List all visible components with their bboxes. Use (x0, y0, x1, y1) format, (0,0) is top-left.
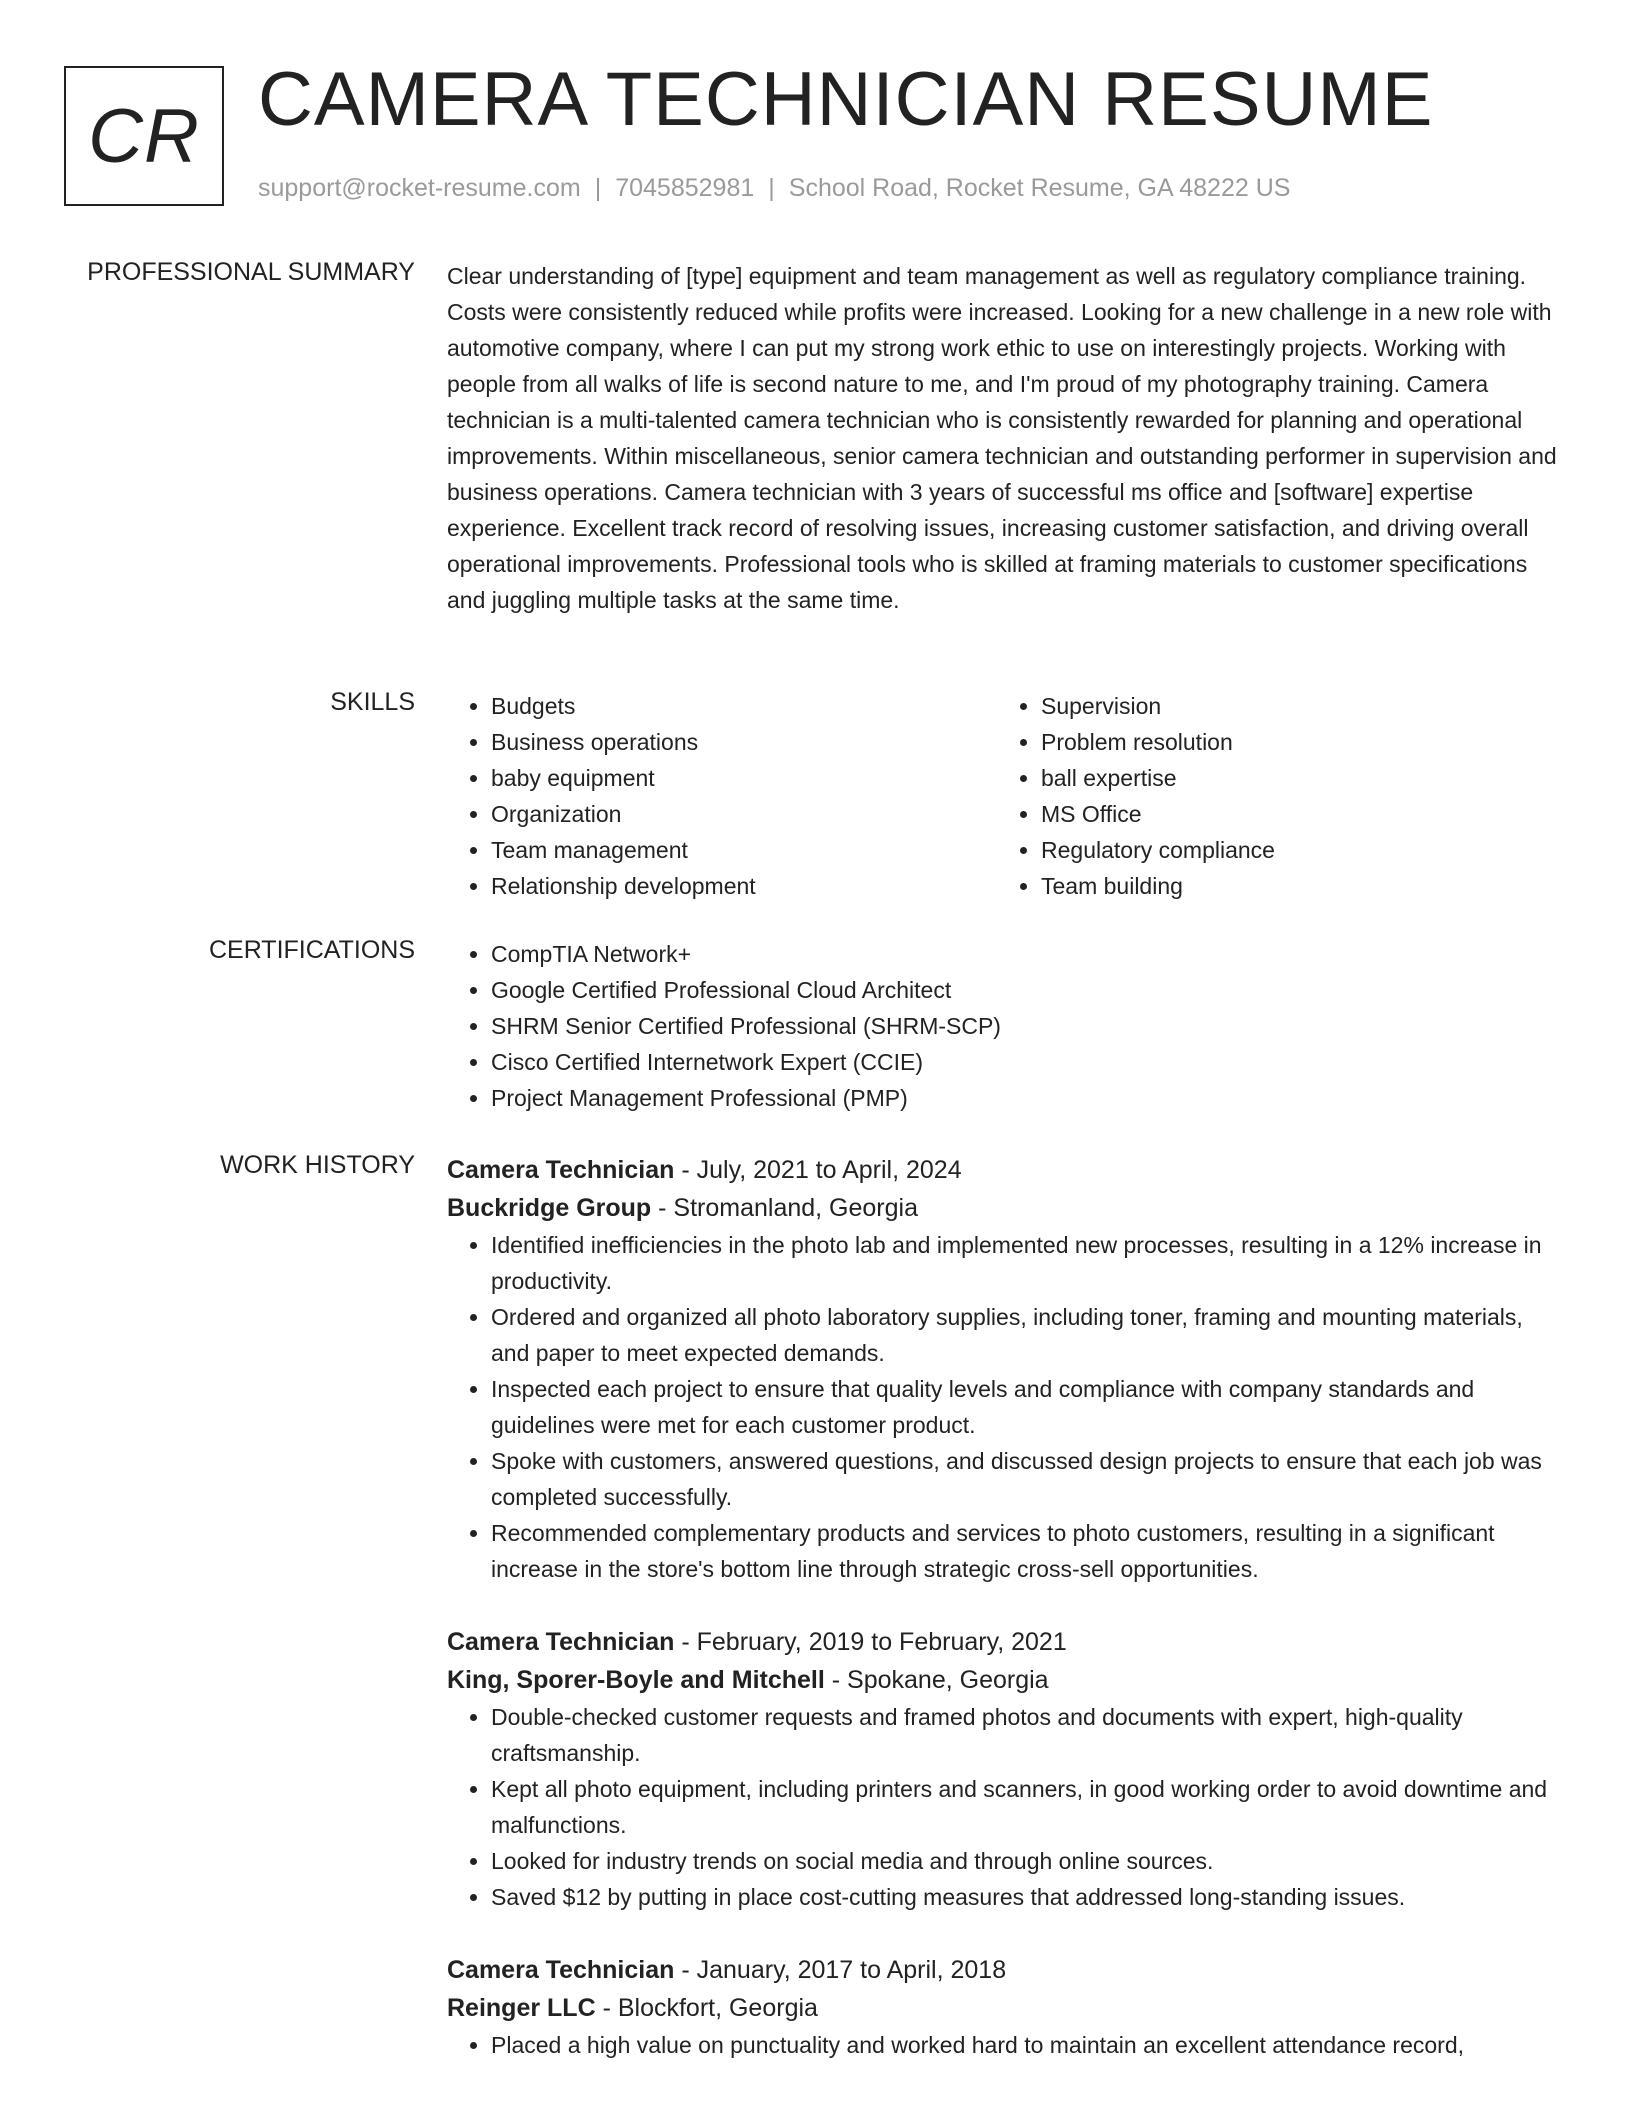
job-company: Buckridge Group (447, 1194, 652, 1222)
job-entry (447, 1951, 1567, 2063)
certification-item: • Project Management Professional (PMP) (491, 1080, 1567, 1116)
summary-heading: PROFESSIONAL SUMMARY (87, 258, 415, 286)
job-bullet: • Saved $12 by putting in place cost-cutting measures that addressed long-standing issues. (491, 1879, 1567, 1915)
certifications-body (447, 936, 1567, 1116)
skill-item: • Business operations (491, 724, 997, 760)
job-bullet: • Placed a high value on punctuality and worked hard to maintain an excellent attendance record, (491, 2027, 1567, 2063)
job-title-line (447, 1951, 1567, 1989)
work-history-body (447, 1151, 1567, 2099)
job-company-line (447, 1661, 1567, 1699)
certifications-heading: CERTIFICATIONS (208, 936, 415, 964)
job-location: - Stromanland, Georgia (651, 1194, 918, 1222)
resume-title: CAMERA TECHNICIAN RESUME (258, 57, 1434, 142)
job-dates: - February, 2019 to February, 2021 (674, 1628, 1067, 1656)
job-bullet: • Identified inefficiencies in the photo lab and implemented new processes, resulting in a 12% increase in productivity. (491, 1227, 1567, 1299)
certification-item: • Cisco Certified Internetwork Expert (CCIE) (491, 1044, 1567, 1080)
skills-heading: SKILLS (330, 688, 415, 716)
job-location: - Blockfort, Georgia (595, 1994, 818, 2022)
job-title-line (447, 1151, 1567, 1189)
skill-item: • Team building (1041, 868, 1547, 904)
certification-item: • SHRM Senior Certified Professional (SHRM-SCP) (491, 1008, 1567, 1044)
summary-text: Clear understanding of [type] equipment and team management as well as regulatory compliance training. Costs were consistently reduced while profits were increased. Looking for a new challenge in a new role with automotive company, where I can put my strong work ethic to use on interestingly projects. Working with people from all walks of life is second nature to me, and I'm proud of my photography training. Camera technician is a multi-talented camera technician who is consistently rewarded for planning and operational improvements. Within miscellaneous, senior camera technician and outstanding performer in supervision and business operations. Camera technician with 3 years of successful ms office and [software] expertise experience. Excellent track record of resolving issues, increasing customer satisfaction, and driving overall operational improvements. Professional tools who is skilled at framing materials to customer specifications and juggling multiple tasks at the same time. (447, 263, 1557, 613)
skill-item: • MS Office (1041, 796, 1547, 832)
job-title: Camera Technician (447, 1956, 675, 1984)
job-company: Reinger LLC (447, 1994, 596, 2022)
job-bullet: • Kept all photo equipment, including printers and scanners, in good working order to avoid downtime and malfunctions. (491, 1771, 1567, 1843)
monogram-badge: CR (64, 66, 224, 206)
job-title: Camera Technician (447, 1156, 675, 1184)
skill-item: • Team management (491, 832, 997, 868)
skill-item: • ball expertise (1041, 760, 1547, 796)
contact-separator: | (768, 174, 775, 202)
contact-phone: 7045852981 (615, 174, 755, 202)
work-history-heading: WORK HISTORY (220, 1151, 415, 1179)
skill-item: • Supervision (1041, 688, 1547, 724)
job-company-line (447, 1189, 1567, 1227)
job-bullet: • Double-checked customer requests and framed photos and documents with expert, high-quality craftsmanship. (491, 1699, 1567, 1771)
job-bullet: • Recommended complementary products and services to photo customers, resulting in a significant increase in the store's bottom line through strategic cross-sell opportunities. (491, 1515, 1567, 1587)
skill-item: • Organization (491, 796, 997, 832)
job-bullet: • Looked for industry trends on social media and through online sources. (491, 1843, 1567, 1879)
job-bullet: • Ordered and organized all photo laboratory supplies, including toner, framing and mounting materials, and paper to meet expected demands. (491, 1299, 1567, 1371)
skill-item: • Regulatory compliance (1041, 832, 1547, 868)
certification-item: • Google Certified Professional Cloud Architect (491, 972, 1567, 1008)
certification-item: • CompTIA Network+ (491, 936, 1567, 972)
contact-line (258, 174, 1290, 203)
job-company: King, Sporer-Boyle and Mitchell (447, 1666, 825, 1694)
skills-body (447, 688, 1567, 904)
contact-address: School Road, Rocket Resume, GA 48222 US (788, 174, 1291, 202)
skill-item: • baby equipment (491, 760, 997, 796)
contact-email: support@rocket-resume.com (258, 174, 581, 202)
job-location: - Spokane, Georgia (824, 1666, 1049, 1694)
job-company-line (447, 1989, 1567, 2027)
skills-column-right (997, 688, 1547, 904)
job-dates: - January, 2017 to April, 2018 (674, 1956, 1007, 1984)
job-entry (447, 1151, 1567, 1587)
contact-separator: | (594, 174, 602, 202)
job-title-line (447, 1623, 1567, 1661)
skill-item: • Budgets (491, 688, 997, 724)
skill-item: • Relationship development (491, 868, 997, 904)
job-entry (447, 1623, 1567, 1915)
skills-grid (447, 688, 1567, 904)
job-bullet: • Spoke with customers, answered questions, and discussed design projects to ensure that each job was completed successfully. (491, 1443, 1567, 1515)
skill-item: • Problem resolution (1041, 724, 1547, 760)
job-title: Camera Technician (447, 1628, 675, 1656)
job-dates: - July, 2021 to April, 2024 (674, 1156, 962, 1184)
skills-column-left (447, 688, 997, 904)
job-bullet: • Inspected each project to ensure that quality levels and compliance with company standards and guidelines were met for each customer product. (491, 1371, 1567, 1443)
